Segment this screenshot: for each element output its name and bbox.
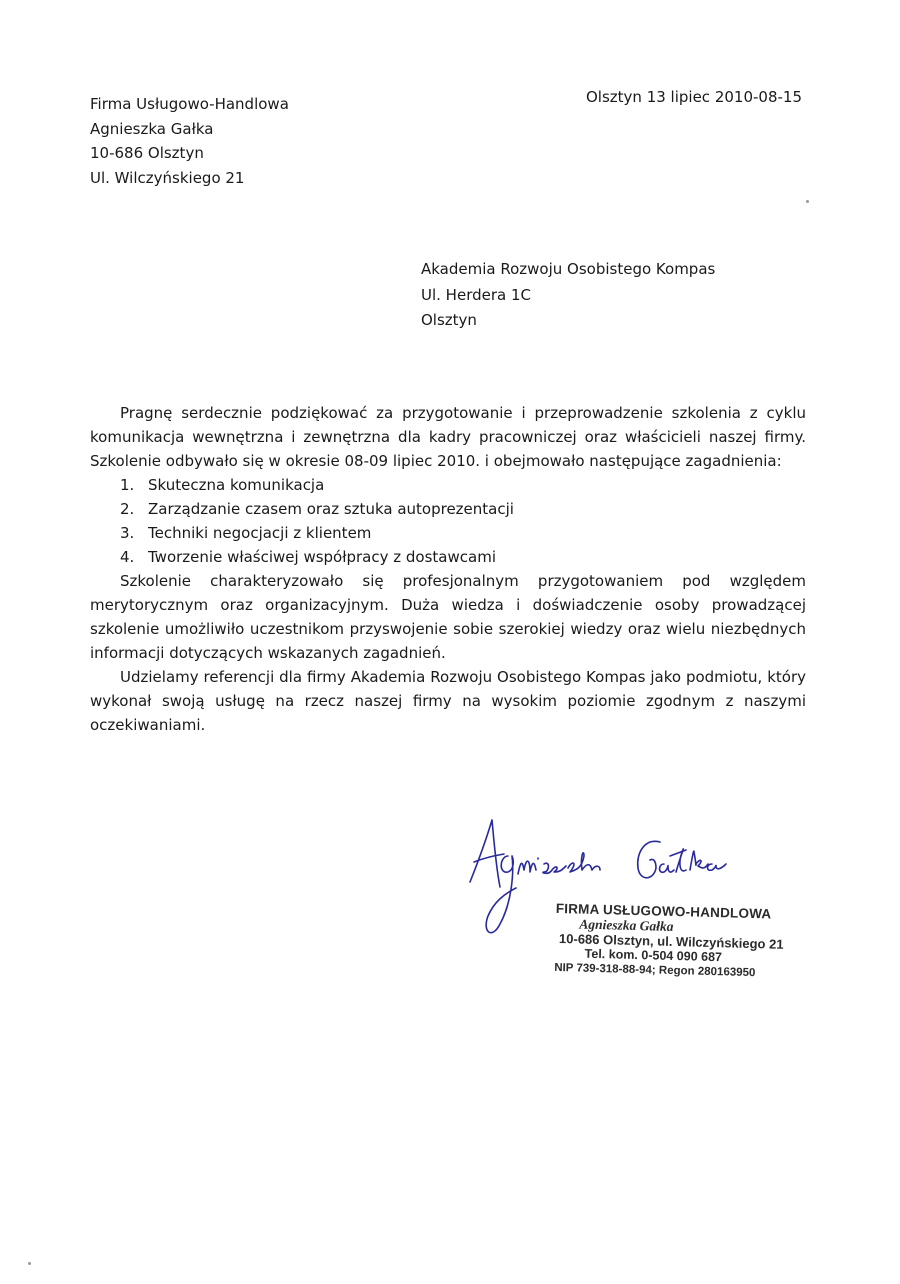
list-item-text: Zarządzanie czasem oraz sztuka autoprezentacji <box>148 500 514 518</box>
stamp-address: 10-686 Olsztyn, ul. Wilczyńskiego 21 <box>558 930 784 952</box>
list-item-number: 3. <box>120 524 135 542</box>
speck <box>28 1262 31 1265</box>
letter-body <box>90 401 806 737</box>
recipient-address <box>421 257 715 334</box>
list-item-number: 4. <box>120 548 135 566</box>
stamp-tax-ids: NIP 739-318-88-94; Regon 280163950 <box>554 961 756 980</box>
list-item <box>90 497 806 521</box>
list-item <box>90 521 806 545</box>
recipient-city: Olsztyn <box>421 311 477 329</box>
intro-paragraph: Pragnę serdecznie podziękować za przygotowanie i przeprowadzenie szkolenia z cyklu komunikacja wewnętrzna i zewnętrzna dla kadry pracowniczej oraz właścicieli naszej firmy. Szkolenie odbywało się w okresie 08-09 lipiec 2010. i obejmowało następujące zagadnienia: <box>90 404 806 470</box>
recipient-street: Ul. Herdera 1C <box>421 285 531 304</box>
sender-name: Agnieszka Gałka <box>90 119 214 138</box>
stamp-phone: Tel. kom. 0-504 090 687 <box>584 946 723 965</box>
topics-list <box>90 473 806 569</box>
list-item-text: Techniki negocjacji z klientem <box>148 524 372 542</box>
sender-street: Ul. Wilczyńskiego 21 <box>90 168 245 187</box>
sender-city: 10-686 Olsztyn <box>90 144 204 162</box>
recipient-company: Akademia Rozwoju Osobistego Kompas <box>421 260 716 278</box>
sender-address <box>90 92 289 190</box>
stamp-owner: Agnieszka Gałka <box>579 916 674 934</box>
list-item-text: Skuteczna komunikacja <box>148 476 325 494</box>
company-stamp <box>554 901 796 982</box>
reference-paragraph: Udzielamy referencji dla firmy Akademia Rozwoju Osobistego Kompas jako podmiotu, który wykonał swoją usługę na rzecz naszej firmy na wysokim poziomie zgodnym z naszymi oczekiwaniami. <box>90 668 806 734</box>
list-item-number: 1. <box>120 476 135 494</box>
list-item <box>90 545 806 569</box>
list-item <box>90 473 806 497</box>
stamp-company: FIRMA USŁUGOWO-HANDLOWA <box>555 900 772 922</box>
speck <box>806 200 809 203</box>
evaluation-paragraph: Szkolenie charakteryzowało się profesjonalnym przygotowaniem pod względem merytorycznym oraz organizacyjnym. Duża wiedza i doświadczenie osoby prowadzącej szkolenie umożliwiło uczestnikom przyswojenie sobie szerokiej wiedzy oraz wielu niezbędnych informacji dotyczących wskazanych zagadnień. <box>90 572 806 662</box>
letter-date: Olsztyn 13 lipiec 2010-08-15 <box>586 88 802 106</box>
list-item-number: 2. <box>120 500 135 518</box>
list-item-text: Tworzenie właściwej współpracy z dostawcami <box>148 548 496 566</box>
sender-company: Firma Usługowo-Handlowa <box>90 95 289 113</box>
